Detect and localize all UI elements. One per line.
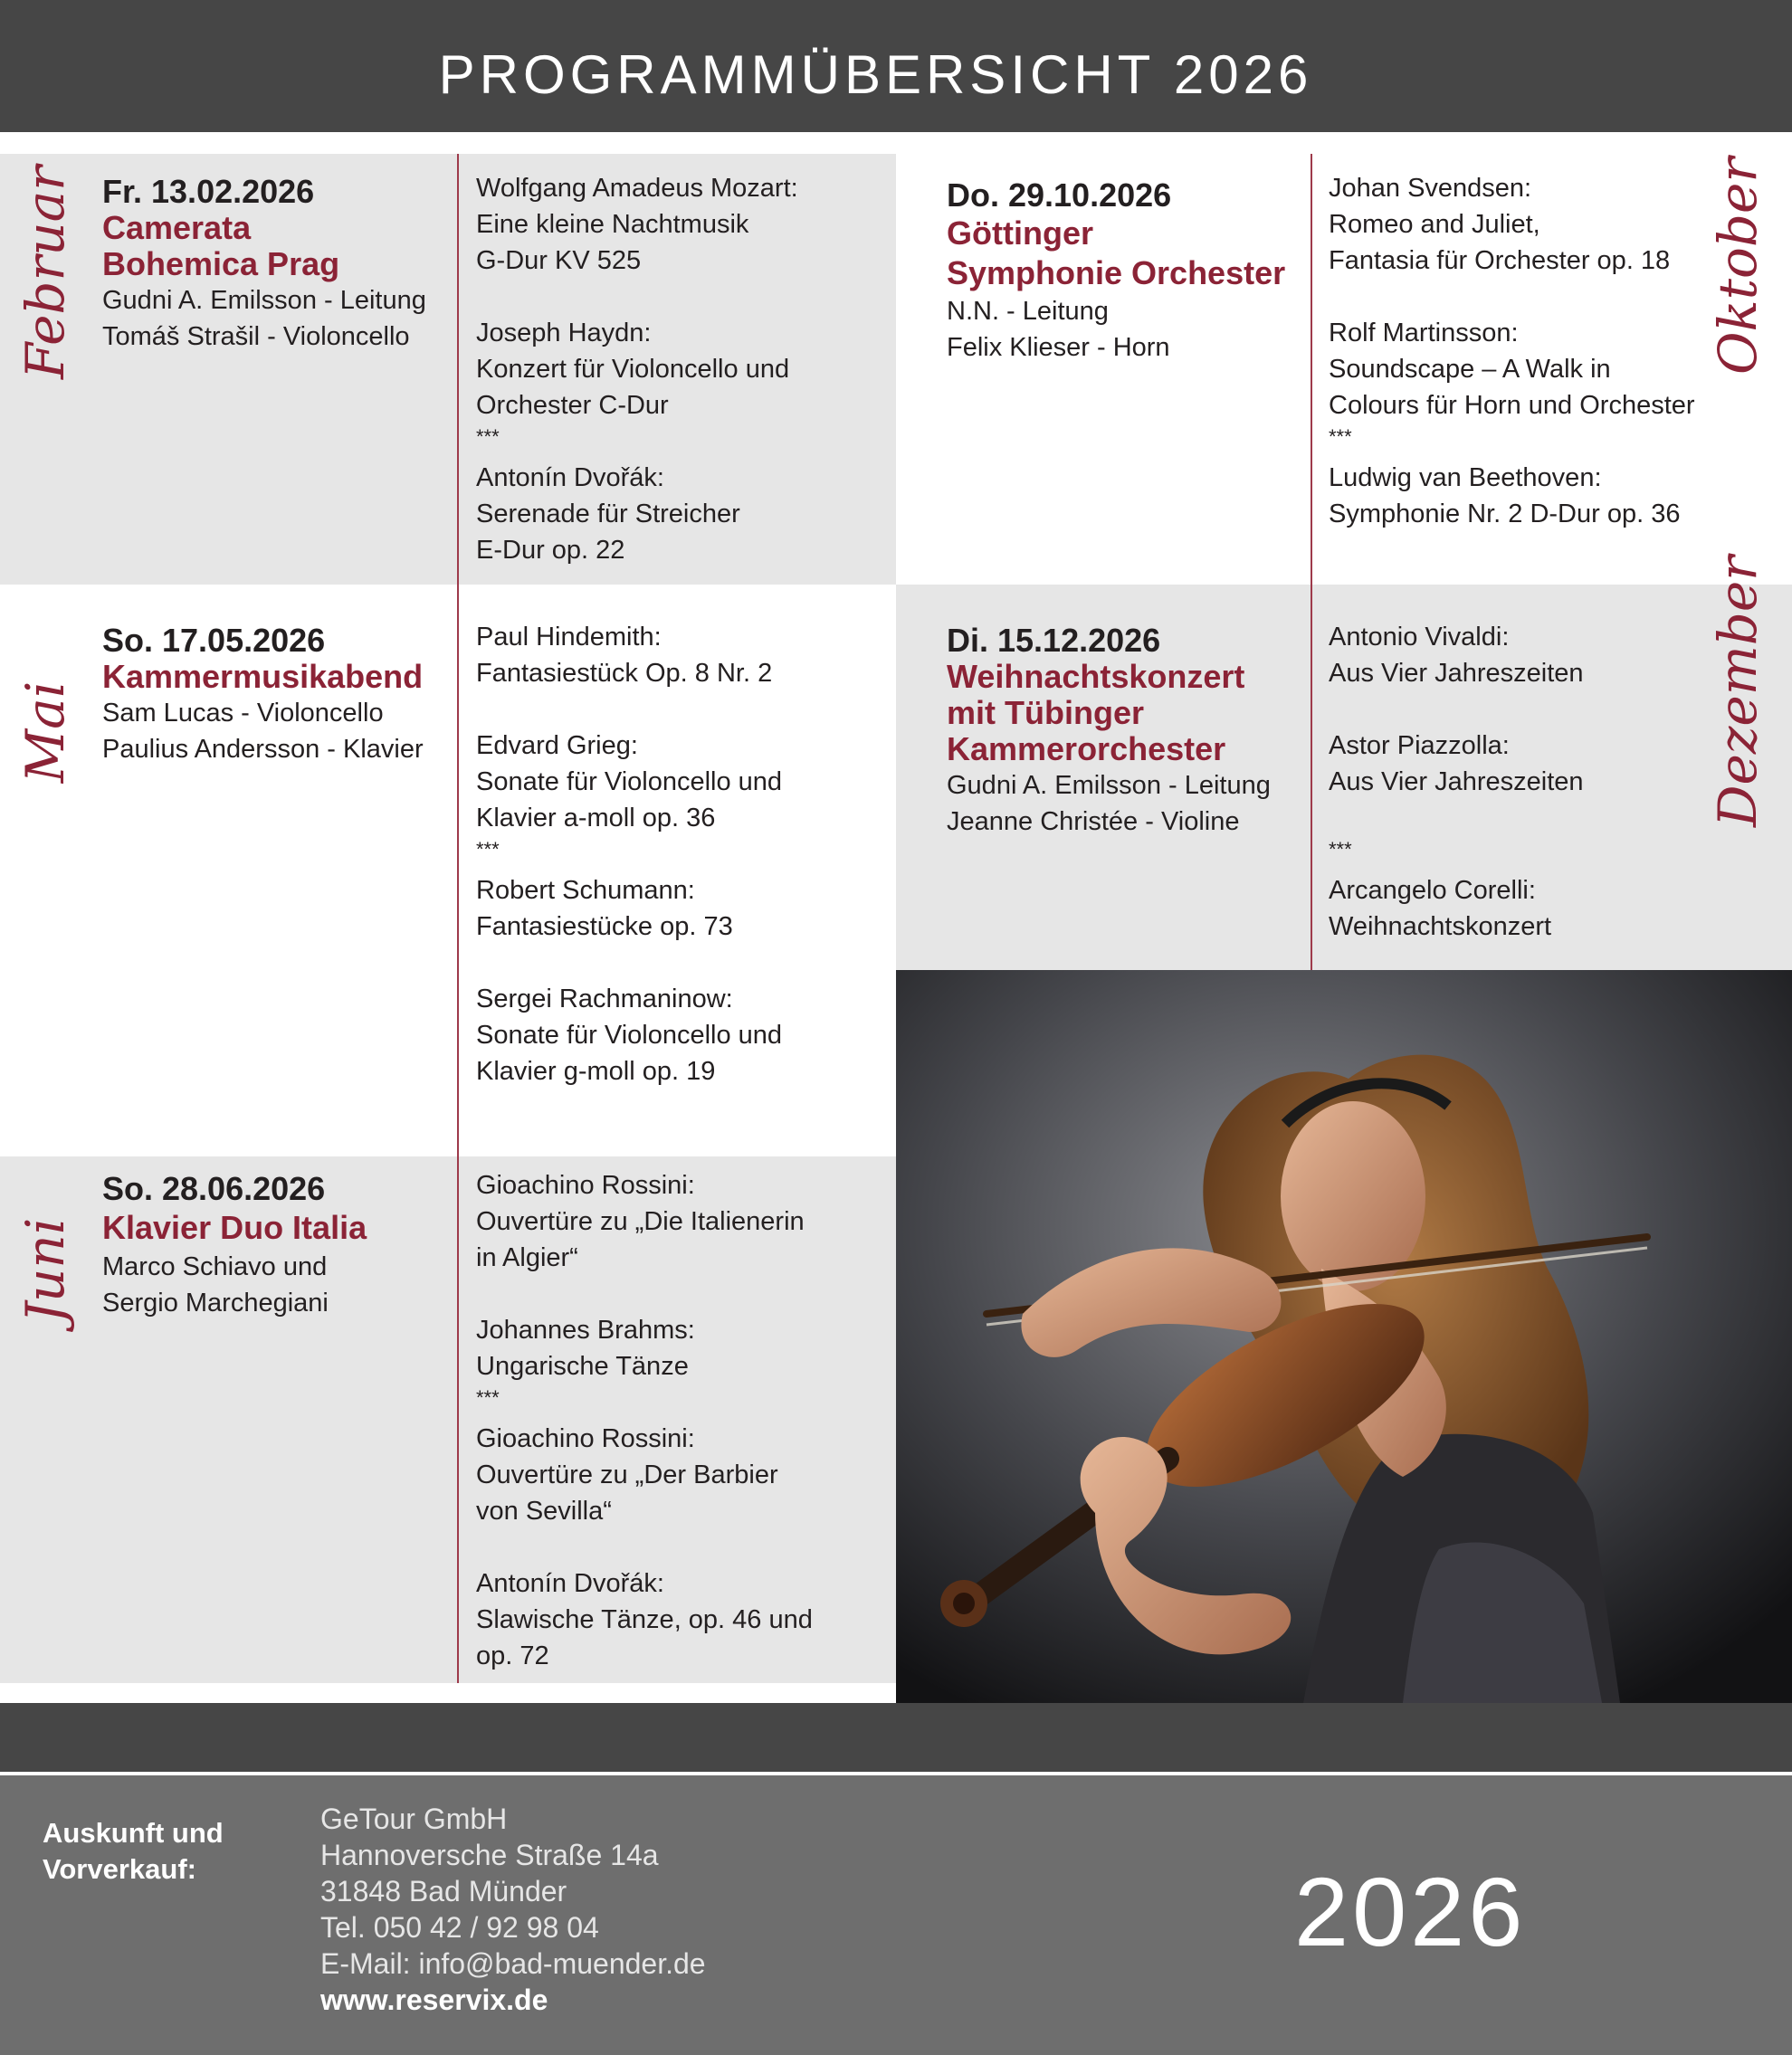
composer: Astor Piazzolla: — [1329, 731, 1510, 760]
performer: Felix Klieser - Horn — [947, 333, 1170, 362]
separator: *** — [1329, 425, 1352, 448]
website-link[interactable]: www.reservix.de — [320, 1984, 548, 2016]
performer: Tomáš Strašil - Violoncello — [102, 322, 410, 351]
okt-divider — [1311, 154, 1312, 585]
work: Symphonie Nr. 2 D-Dur op. 36 — [1329, 499, 1681, 528]
work: Klavier g-moll op. 19 — [476, 1057, 716, 1086]
composer: Antonín Dvořák: — [476, 1569, 664, 1598]
work: Slawische Tänze, op. 46 und — [476, 1605, 813, 1634]
composer: Antonín Dvořák: — [476, 463, 664, 492]
composer: Rolf Martinsson: — [1329, 319, 1519, 347]
composer: Gioachino Rossini: — [476, 1424, 695, 1453]
event-title: Kammerorchester — [947, 730, 1226, 767]
work: Sonate für Violoncello und — [476, 1021, 783, 1050]
contact-label-line: Vorverkauf: — [43, 1853, 196, 1885]
program-oktober — [1329, 170, 1695, 532]
program-juni — [476, 1167, 813, 1674]
event-title: Kammermusikabend — [102, 658, 424, 695]
work: Fantasia für Orchester op. 18 — [1329, 246, 1671, 275]
composer: Joseph Haydn: — [476, 319, 652, 347]
jun-divider — [457, 1156, 459, 1683]
work: Ouvertüre zu „Der Barbier — [476, 1460, 778, 1489]
work: in Algier“ — [476, 1243, 578, 1272]
email-address[interactable]: E-Mail: info@bad-muender.de — [320, 1947, 706, 1980]
separator: *** — [1329, 838, 1352, 861]
work: Klavier a-moll op. 36 — [476, 804, 716, 832]
contact-label-line: Auskunft und — [43, 1817, 224, 1849]
work: Colours für Horn und Orchester — [1329, 391, 1695, 420]
month-label-februar: Februar — [14, 166, 76, 379]
event-title: Weihnachtskonzert — [947, 658, 1245, 695]
composer: Sergei Rachmaninow: — [476, 985, 733, 1013]
composer: Edvard Grieg: — [476, 731, 638, 760]
event-date: Do. 29.10.2026 — [947, 176, 1172, 214]
event-date: Fr. 13.02.2026 — [102, 173, 315, 210]
violinist-illustration — [896, 970, 1792, 1703]
work: Aus Vier Jahreszeiten — [1329, 659, 1584, 688]
composer: Johan Svendsen: — [1329, 174, 1532, 203]
event-date: So. 17.05.2026 — [102, 622, 326, 659]
event-date: So. 28.06.2026 — [102, 1170, 326, 1207]
event-title: Camerata — [102, 209, 252, 246]
month-label-oktober: Oktober — [1707, 157, 1768, 375]
work: Serenade für Streicher — [476, 499, 740, 528]
work: Ungarische Tänze — [476, 1352, 689, 1381]
event-februar — [102, 174, 426, 355]
phone-number[interactable]: Tel. 050 42 / 92 98 04 — [320, 1911, 599, 1944]
event-title: Göttinger — [947, 214, 1093, 252]
performer: Gudni A. Emilsson - Leitung — [947, 771, 1271, 800]
composer: Robert Schumann: — [476, 876, 695, 905]
month-label-dezember: Dezember — [1707, 556, 1768, 827]
month-label-mai: Mai — [14, 680, 76, 784]
composer: Ludwig van Beethoven: — [1329, 463, 1602, 492]
footer-year: 2026 — [1294, 1857, 1527, 1966]
event-oktober — [947, 177, 1285, 366]
footer-bar — [0, 1703, 1792, 1772]
performer: Sergio Marchegiani — [102, 1289, 329, 1318]
program-dezember — [1329, 619, 1584, 945]
composer: Arcangelo Corelli: — [1329, 876, 1536, 905]
city: 31848 Bad Münder — [320, 1875, 567, 1908]
event-title: Klavier Duo Italia — [102, 1209, 367, 1246]
contact-info — [320, 1801, 706, 2018]
event-mai — [102, 623, 424, 767]
work: Romeo and Juliet, — [1329, 210, 1540, 239]
work: Fantasiestück Op. 8 Nr. 2 — [476, 659, 773, 688]
page-title: PROGRAMMÜBERSICHT 2026 — [438, 44, 1313, 105]
mai-divider — [457, 585, 459, 1156]
work: von Sevilla“ — [476, 1497, 612, 1526]
separator: *** — [476, 838, 500, 861]
feb-divider — [457, 154, 459, 585]
work: Soundscape – A Walk in — [1329, 355, 1611, 384]
program-mai — [476, 619, 782, 1089]
program-februar — [476, 170, 798, 568]
company-name: GeTour GmbH — [320, 1803, 508, 1835]
separator: *** — [476, 1386, 500, 1409]
performer: Gudni A. Emilsson - Leitung — [102, 286, 426, 315]
work: op. 72 — [476, 1641, 549, 1670]
work: Fantasiestücke op. 73 — [476, 912, 733, 941]
violinist-photo — [896, 970, 1792, 1703]
work: Eine kleine Nachtmusik — [476, 210, 749, 239]
month-label-juni: Juni — [14, 1217, 76, 1324]
event-dezember — [947, 623, 1271, 840]
event-date: Di. 15.12.2026 — [947, 622, 1161, 659]
composer: Paul Hindemith: — [476, 623, 662, 652]
performer: Sam Lucas - Violoncello — [102, 699, 384, 728]
performer: Paulius Andersson - Klavier — [102, 735, 424, 764]
work: Konzert für Violoncello und — [476, 355, 790, 384]
separator: *** — [476, 425, 500, 448]
event-title: Symphonie Orchester — [947, 254, 1286, 291]
work: Weihnachtskonzert — [1329, 912, 1552, 941]
event-title: mit Tübinger — [947, 694, 1144, 731]
dez-divider — [1311, 585, 1312, 970]
work: Orchester C-Dur — [476, 391, 669, 420]
street-address: Hannoversche Straße 14a — [320, 1839, 659, 1871]
work: Ouvertüre zu „Die Italienerin — [476, 1207, 805, 1236]
composer: Wolfgang Amadeus Mozart: — [476, 174, 798, 203]
work: E-Dur op. 22 — [476, 536, 625, 565]
performer: Marco Schiavo und — [102, 1252, 328, 1281]
performer: Jeanne Christée - Violine — [947, 807, 1240, 836]
composer: Antonio Vivaldi: — [1329, 623, 1510, 652]
work: Sonate für Violoncello und — [476, 767, 783, 796]
composer: Gioachino Rossini: — [476, 1171, 695, 1200]
contact-label — [43, 1815, 224, 1888]
composer: Johannes Brahms: — [476, 1316, 695, 1345]
work: G-Dur KV 525 — [476, 246, 642, 275]
work: Aus Vier Jahreszeiten — [1329, 767, 1584, 796]
performer: N.N. - Leitung — [947, 297, 1109, 326]
event-juni — [102, 1171, 367, 1321]
event-title: Bohemica Prag — [102, 245, 340, 282]
